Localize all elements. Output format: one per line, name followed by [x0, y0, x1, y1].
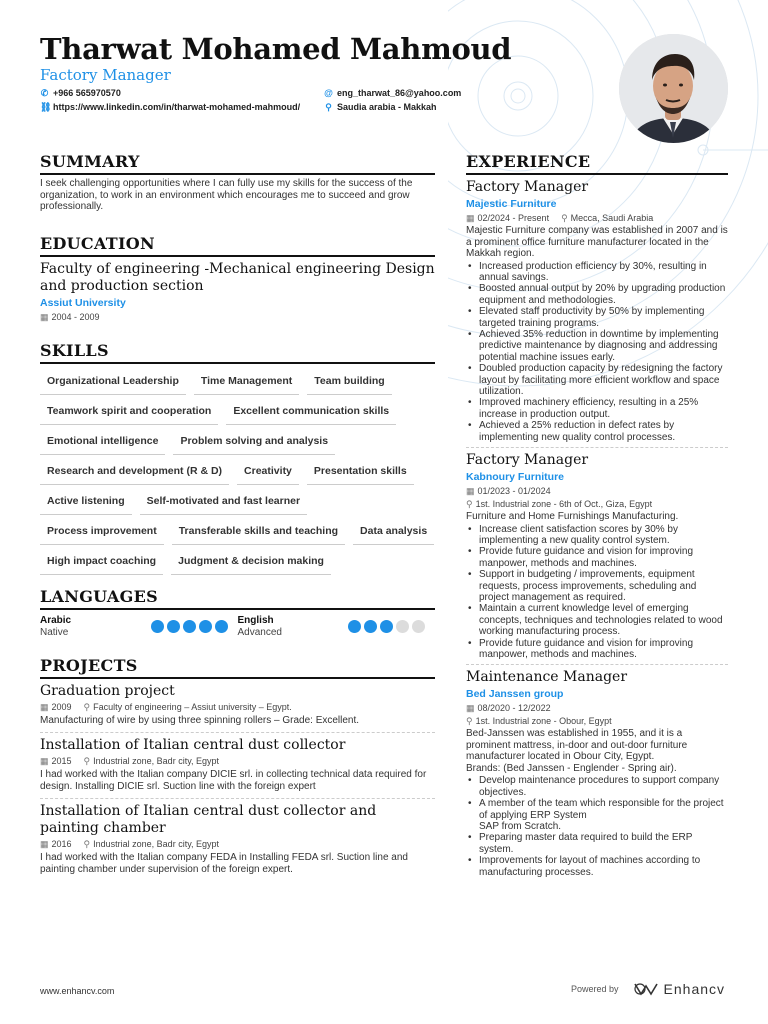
languages-list	[40, 615, 435, 639]
skill-tag: High impact coaching	[40, 550, 163, 575]
achievement-item: • Provide future guidance and vision for improving manpower, methods and machines.	[466, 546, 728, 569]
project-date: 2016	[51, 839, 72, 849]
location-pin-icon: ⚲	[83, 701, 91, 712]
at-icon: @	[324, 88, 333, 98]
project-description: I had worked with the Italian company DICIE srl. in collecting technical data required for design. Installing DICIE srl. Suction line with the foreign expert	[40, 769, 427, 792]
languages-heading: LANGUAGES	[40, 587, 435, 610]
project-meta	[40, 701, 435, 713]
candidate-name: Tharwat Mohamed Mahmoud	[40, 32, 512, 66]
summary-section	[40, 152, 435, 213]
company-name: Bed Janssen group	[466, 688, 564, 701]
project-item	[40, 799, 435, 881]
language-name: Arabic	[40, 614, 72, 626]
achievement-list	[466, 775, 728, 878]
left-column	[40, 152, 435, 881]
profile-photo-image	[619, 34, 728, 143]
job-location: Mecca, Saudi Arabia	[570, 213, 654, 223]
skill-tag: Self-motivated and fast learner	[140, 490, 307, 515]
project-date: 2015	[51, 756, 72, 766]
achievement-item: • A member of the team which responsible for the project of applying ERP System SAP from Scratch.	[466, 798, 728, 832]
rating-dot	[412, 620, 425, 633]
footer-branding	[571, 981, 725, 997]
skill-tag: Active listening	[40, 490, 132, 515]
job-dates: 08/2020 - 12/2022	[477, 703, 551, 714]
achievement-list	[466, 524, 728, 661]
education-heading: EDUCATION	[40, 234, 435, 257]
company-name: Majestic Furniture	[466, 198, 557, 210]
skill-tag: Excellent communication skills	[226, 400, 396, 425]
project-item	[40, 733, 435, 799]
job-meta	[466, 212, 728, 224]
project-title: Graduation project	[40, 682, 175, 699]
project-location: Faculty of engineering – Assiut university – Egypt.	[93, 701, 292, 712]
education-school: Assiut University	[40, 296, 126, 309]
footer-website[interactable]: www.enhancv.com	[40, 986, 115, 996]
achievement-item: • Maintain a current knowledge level of emerging concepts, techniques and technologies related to wood working manufacturing process.	[466, 603, 728, 637]
skills-list	[40, 370, 435, 575]
language-item	[238, 615, 436, 639]
project-meta	[40, 838, 435, 850]
email-contact[interactable]	[324, 87, 461, 99]
project-item	[40, 679, 435, 734]
achievement-item: • Preparing master data required to build the ERP system.	[466, 832, 728, 855]
enhancv-logo-text: Enhancv	[663, 981, 726, 997]
experience-item	[466, 175, 728, 448]
achievement-item: • Develop maintenance procedures to support company objectives.	[466, 775, 728, 798]
project-title: Installation of Italian central dust collector	[40, 737, 346, 753]
skill-tag: Teamwork spirit and cooperation	[40, 400, 218, 425]
company-name: Kabnoury Furniture	[466, 471, 565, 483]
company-description: Bed-Janssen was established in 1955, and it is a prominent mattress, in-door and out-door furniture manufacturer located in Obour City, Egypt. Brands: (Bed Janssen - Englender - Spring air).	[466, 728, 688, 774]
language-info	[238, 615, 282, 639]
link-icon: ⛓	[40, 102, 52, 112]
calendar-icon: ▦	[40, 839, 49, 849]
project-title: Installation of Italian central dust collector and painting chamber	[40, 803, 377, 836]
candidate-title: Factory Manager	[40, 66, 171, 84]
summary-text: I seek challenging opportunities where I can fully use my skills for the success of the organization, to work in an environment which encourages me to succeed and grow professionally.	[40, 178, 413, 212]
rating-dot	[215, 620, 228, 633]
skill-tag: Process improvement	[40, 520, 164, 545]
achievement-item: • Elevated staff productivity by 50% by implementing targeted training programs.	[466, 306, 728, 329]
enhancv-logo[interactable]	[633, 981, 725, 997]
education-meta	[40, 311, 435, 323]
rating-dot	[396, 620, 409, 633]
experience-section	[466, 152, 728, 882]
phone-icon: ✆	[40, 88, 49, 98]
experience-list	[466, 175, 728, 882]
achievement-item: • Provide future guidance and vision for improving manpower, methods and machines.	[466, 638, 728, 661]
job-title: Maintenance Manager	[466, 669, 628, 686]
achievement-list	[466, 261, 728, 444]
language-name: English	[237, 614, 274, 626]
location-pin-icon: ⚲	[561, 213, 568, 223]
achievement-item: • Achieved a 25% reduction in defect rates by implementing new quality control processes.	[466, 420, 728, 443]
achievement-item: • Support in budgeting / improvements, equipment requests, process improvements, scheduling and project management as required.	[466, 569, 728, 603]
phone-text: +966 565970570	[53, 88, 121, 98]
language-rating	[151, 620, 228, 633]
job-meta	[466, 702, 728, 714]
rating-dot	[199, 620, 212, 633]
job-location: 1st. Industrial zone - Obour, Egypt	[475, 716, 612, 727]
powered-by-label: Powered by	[571, 984, 619, 994]
resume-header	[40, 32, 600, 116]
skill-tag: Emotional intelligence	[40, 430, 165, 455]
skills-heading: SKILLS	[40, 341, 435, 364]
language-item	[40, 615, 238, 639]
skill-tag: Transferable skills and teaching	[172, 520, 345, 545]
achievement-item: • Increase client satisfaction scores by 30% by implementing a new quality control system.	[466, 524, 728, 547]
skill-tag: Presentation skills	[307, 460, 414, 485]
job-dates: 01/2023 - 01/2024	[477, 486, 551, 496]
summary-heading: SUMMARY	[40, 152, 435, 175]
skill-tag: Research and development (R & D)	[40, 460, 229, 485]
calendar-icon: ▦	[40, 756, 49, 766]
company-description: Furniture and Home Furnishings Manufacturing.	[466, 511, 679, 522]
location-pin-icon: ⚲	[466, 499, 473, 509]
projects-list	[40, 679, 435, 882]
experience-heading: EXPERIENCE	[466, 152, 728, 175]
right-column	[466, 152, 728, 882]
job-title: Factory Manager	[466, 452, 589, 468]
rating-dot	[183, 620, 196, 633]
project-description: I had worked with the Italian company FEDA in Installing FEDA srl. Suction line and painting chamber under supervision of the foreign expert.	[40, 852, 408, 875]
education-dates: 2004 - 2009	[51, 311, 100, 322]
education-section	[40, 234, 435, 323]
calendar-icon: ▦	[40, 701, 49, 712]
phone-contact[interactable]	[40, 87, 121, 99]
location-pin-icon: ⚲	[83, 839, 91, 849]
project-location: Industrial zone, Badr city, Egypt	[93, 839, 220, 849]
enhancv-logo-icon	[633, 982, 659, 996]
calendar-icon: ▦	[466, 486, 475, 496]
experience-item	[466, 448, 728, 665]
languages-section	[40, 587, 435, 639]
project-meta	[40, 755, 435, 767]
achievement-item: • Increased production efficiency by 30%, resulting in annual savings.	[466, 261, 728, 284]
job-location-row	[466, 715, 728, 727]
rating-dot	[364, 620, 377, 633]
calendar-icon: ▦	[40, 311, 49, 322]
projects-heading: PROJECTS	[40, 656, 435, 679]
skill-tag: Team building	[307, 370, 391, 395]
skill-tag: Time Management	[194, 370, 299, 395]
project-date: 2009	[51, 701, 72, 712]
education-degree: Faculty of engineering -Mechanical engineering Design and production section	[40, 260, 435, 294]
linkedin-contact[interactable]	[40, 101, 300, 113]
location-text: Saudia arabia - Makkah	[337, 102, 437, 112]
project-description: Manufacturing of wire by using three spinning rollers – Grade: Excellent.	[40, 714, 360, 726]
language-level: Native	[40, 626, 69, 638]
profile-photo	[619, 34, 728, 143]
company-description: Majestic Furniture company was established in 2007 and is a prominent office furniture manufacturer located in the Makkah region.	[466, 225, 728, 259]
achievement-item: • Improvements for layout of machines according to manufacturing processes.	[466, 855, 728, 878]
job-title: Factory Manager	[466, 179, 589, 195]
skill-tag: Organizational Leadership	[40, 370, 186, 395]
location-pin-icon: ⚲	[325, 102, 332, 112]
rating-dot	[380, 620, 393, 633]
rating-dot	[151, 620, 164, 633]
achievement-item: • Doubled production capacity by redesigning the factory layout by facilitating more efficient workflow and space utilization.	[466, 363, 728, 397]
job-meta	[466, 485, 728, 497]
skill-tag: Creativity	[237, 460, 299, 485]
skills-section	[40, 341, 435, 575]
skill-tag: Problem solving and analysis	[173, 430, 335, 455]
job-location: 1st. Industrial zone - 6th of Oct., Giza, Egypt	[475, 499, 653, 509]
contact-info	[40, 86, 600, 116]
projects-section	[40, 656, 435, 882]
job-location-row	[466, 498, 728, 510]
achievement-item: • Improved machinery efficiency, resulting in a 25% increase in production output.	[466, 397, 728, 420]
calendar-icon: ▦	[466, 213, 475, 223]
skill-tag: Data analysis	[353, 520, 434, 545]
language-info	[40, 615, 71, 639]
language-level: Advanced	[237, 626, 282, 638]
location-pin-icon: ⚲	[466, 716, 473, 727]
experience-item	[466, 665, 728, 882]
email-text: eng_tharwat_86@yahoo.com	[337, 88, 462, 98]
achievement-item: • Achieved 35% reduction in downtime by implementing predictive maintenance by diagnosing and addressing potential machine issues early.	[466, 329, 728, 363]
language-rating	[348, 620, 425, 633]
job-dates: 02/2024 - Present	[477, 213, 550, 223]
achievement-item: • Boosted annual output by 20% by upgrading production equipment and methodologies.	[466, 283, 728, 306]
linkedin-text: https://www.linkedin.com/in/tharwat-mohamed-mahmoud/	[53, 102, 301, 112]
calendar-icon: ▦	[466, 703, 475, 714]
project-location: Industrial zone, Badr city, Egypt	[93, 756, 220, 766]
location-pin-icon: ⚲	[83, 756, 91, 766]
rating-dot	[167, 620, 180, 633]
rating-dot	[348, 620, 361, 633]
skill-tag: Judgment & decision making	[171, 550, 331, 575]
location-contact	[324, 101, 437, 113]
